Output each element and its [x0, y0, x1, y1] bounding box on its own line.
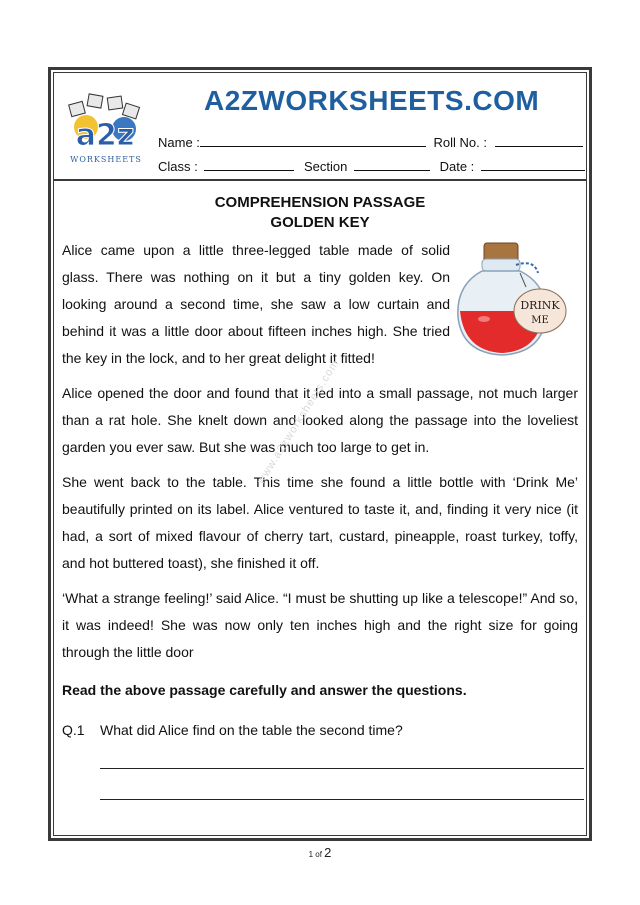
date-label: Date :	[439, 159, 475, 174]
section-field[interactable]	[354, 159, 430, 171]
date-field[interactable]	[481, 159, 585, 171]
bottle-label-line1: DRINK	[520, 299, 560, 312]
bottle-label-line2: ME	[531, 315, 549, 326]
logo-subtext: WORKSHEETS	[70, 155, 142, 164]
name-field[interactable]	[200, 135, 426, 147]
name-roll-row	[158, 135, 583, 150]
answer-line-2[interactable]	[100, 798, 584, 800]
passage-paragraph-4: ‘What a strange feeling!’ said Alice. “I must be shutting up like a telescope!” And so, it was indeed! She was now only ten inches high and the right size for going through the little door	[62, 590, 578, 660]
passage-heading: COMPREHENSION PASSAGE	[214, 194, 426, 211]
class-field[interactable]	[204, 159, 294, 171]
page-of-label: 1 of	[308, 850, 322, 859]
watermark: www.a2zworksheets.com	[255, 357, 342, 487]
class-label: Class :	[158, 159, 198, 174]
passage-paragraph-1: Alice came upon a little three-legged table made of solid glass. There was nothing on it but a tiny golden key. On looking around a second time, she saw a low curtain and behind it was a little door about fifteen inches high. She tried the key in the lock, and to her great delight it fitted!	[62, 242, 450, 366]
roll-field[interactable]	[495, 135, 583, 147]
svg-text:a2z: a2z	[75, 118, 135, 153]
page-total: 2	[324, 845, 332, 860]
roll-label: Roll No. :	[433, 135, 487, 150]
question-number: Q.1	[62, 722, 85, 738]
site-title: A2ZWORKSHEETS.COM	[204, 85, 540, 116]
section-label: Section	[303, 159, 348, 174]
a2z-logo	[62, 93, 148, 173]
answer-line-1[interactable]	[100, 767, 584, 769]
passage-paragraph-3: She went back to the table. This time she found a little bottle with ‘Drink Me’ beautifully printed on its label. Alice ventured to taste it, and, finding it very nice (it had, a sort of mixed flavour of cherry tart, custard, pineapple, roast turkey, toffy, and hot buttered toast), she finished it off.	[62, 474, 578, 571]
question-text: What did Alice find on the table the second time?	[100, 722, 403, 738]
worksheet-content	[62, 179, 578, 800]
instruction-text: Read the above passage carefully and answer the questions.	[62, 682, 467, 698]
passage-subheading: GOLDEN KEY	[270, 214, 370, 231]
class-section-date-row	[158, 159, 585, 174]
question-1	[62, 722, 578, 738]
page-indicator	[0, 845, 640, 860]
drink-me-bottle-illustration	[454, 239, 570, 361]
worksheet-inner-border	[53, 72, 587, 836]
passage-paragraph-2: Alice opened the door and found that it led into a small passage, not much larger than a rat hole. She knelt down and looked along the passage into the loveliest garden you ever saw. But she was much too large to get in.	[62, 385, 578, 455]
name-label: Name :	[158, 135, 200, 150]
worksheet-frame	[48, 67, 592, 841]
worksheet-header	[54, 73, 586, 181]
